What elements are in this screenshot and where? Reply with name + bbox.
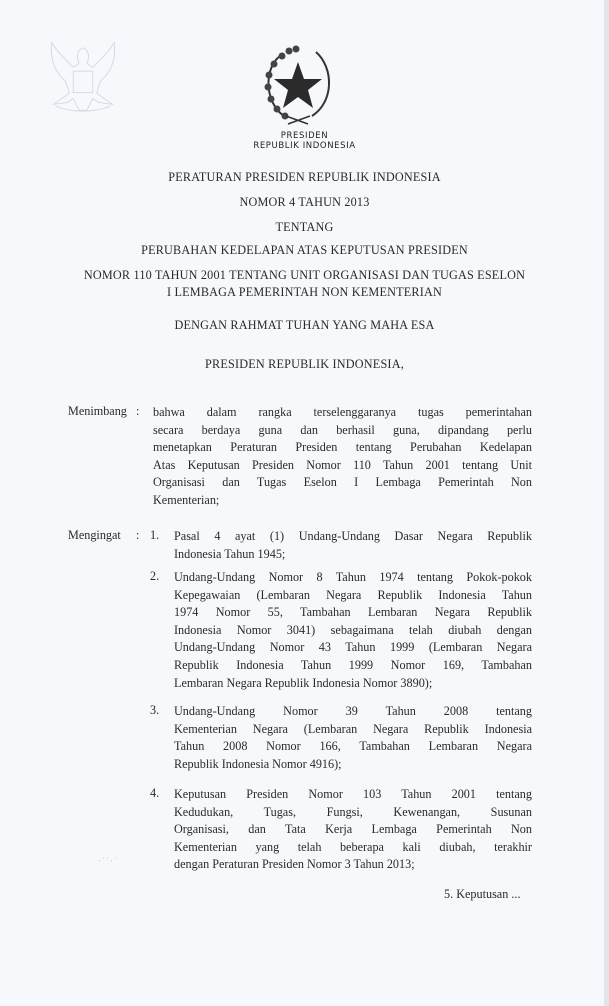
text-line: Organisasi, dan Tata Kerja Lembaga Pemerintah Non (174, 822, 532, 837)
text-line: secara berdaya guna dan berhasil guna, dipandang perlu (153, 422, 532, 437)
letterhead-republik-indonesia: REPUBLIK INDONESIA (253, 141, 356, 151)
list-item-text (174, 703, 532, 773)
continuation-note: 5. Keputusan ... (444, 887, 521, 901)
tentang-heading: TENTANG (275, 220, 334, 234)
list-item-text (174, 528, 532, 563)
invocation: DENGAN RAHMAT TUHAN YANG MAHA ESA (174, 318, 435, 332)
menimbang-label: Menimbang (68, 404, 127, 418)
text-line: Lembaran Negara Republik Indonesia Nomor 3890); (174, 675, 433, 690)
list-item-text (174, 786, 532, 874)
text-line: Republik Indonesia Tahun 1999 Nomor 169, Tambahan (174, 657, 532, 672)
text-line: Indonesia Tahun 1945; (174, 546, 286, 561)
menimbang-text (153, 404, 532, 510)
list-item-text (174, 569, 532, 692)
text-line: Kementerian yang telah beberapa kali diubah, terakhir (174, 839, 532, 854)
text-line: Republik Indonesia Nomor 4916); (174, 756, 342, 771)
regulation-subject-line-2: NOMOR 110 TAHUN 2001 TENTANG UNIT ORGANISASI DAN TUGAS ESELON (83, 268, 526, 282)
regulation-number: NOMOR 4 TAHUN 2013 (239, 195, 370, 209)
list-item-number: 4. (150, 786, 160, 800)
regulation-subject-line-3: I LEMBAGA PEMERINTAH NON KEMENTERIAN (166, 285, 442, 299)
issuer: PRESIDEN REPUBLIK INDONESIA, (205, 357, 404, 371)
text-line: Indonesia Nomor 3041) sebagaimana telah diubah dengan (174, 622, 532, 637)
presidential-emblem-icon (258, 42, 338, 128)
text-line: dengan Peraturan Presiden Nomor 3 Tahun 2013; (174, 857, 415, 872)
text-line: Pasal 4 ayat (1) Undang-Undang Dasar Negara Republik (174, 529, 532, 543)
regulation-subject-line-1: PERUBAHAN KEDELAPAN ATAS KEPUTUSAN PRESIDEN (141, 243, 468, 257)
text-line: Undang-Undang Nomor 8 Tahun 1974 tentang Pokok-pokok (174, 570, 532, 584)
text-line: Organisasi dan Tugas Eselon I Lembaga Pemerintah Non (153, 475, 532, 490)
text-line: bahwa dalam rangka terselenggaranya tugas pemerintahan (153, 405, 532, 419)
garuda-watermark-icon (44, 38, 122, 120)
text-line: Kementerian; (153, 492, 220, 507)
text-line: Kedudukan, Tugas, Fungsi, Kewenangan, Susunan (174, 804, 532, 819)
text-line: Keputusan Presiden Nomor 103 Tahun 2001 tentang (174, 787, 532, 801)
text-line: Kepegawaian (Lembaran Negara Republik Indonesia Tahun (174, 587, 532, 602)
list-item-number: 2. (150, 569, 160, 583)
text-line: Undang-Undang Nomor 39 Tahun 2008 tentang (174, 704, 532, 718)
text-line: menetapkan Peraturan Presiden tentang Perubahan Kedelapan (153, 440, 532, 455)
text-line: Tahun 2008 Nomor 166, Tambahan Lembaran Negara (174, 739, 532, 754)
text-line: Atas Keputusan Presiden Nomor 110 Tahun 2001 tentang Unit (153, 457, 532, 472)
letterhead-presiden: PRESIDEN (280, 131, 329, 141)
text-line: Kementerian Negara (Lembaran Negara Republik Indonesia (174, 721, 532, 736)
mengingat-colon: : (136, 528, 140, 542)
scan-mark: ·˙˙·˙ (98, 856, 118, 866)
list-item-number: 3. (150, 703, 160, 717)
list-item-number: 1. (150, 528, 160, 542)
menimbang-colon: : (136, 404, 140, 418)
regulation-title: PERATURAN PRESIDEN REPUBLIK INDONESIA (168, 170, 441, 184)
text-line: 1974 Nomor 55, Tambahan Lembaran Negara Republik (174, 605, 532, 620)
mengingat-label: Mengingat (68, 528, 121, 542)
text-line: Undang-Undang Nomor 43 Tahun 1999 (Lembaran Negara (174, 640, 532, 655)
